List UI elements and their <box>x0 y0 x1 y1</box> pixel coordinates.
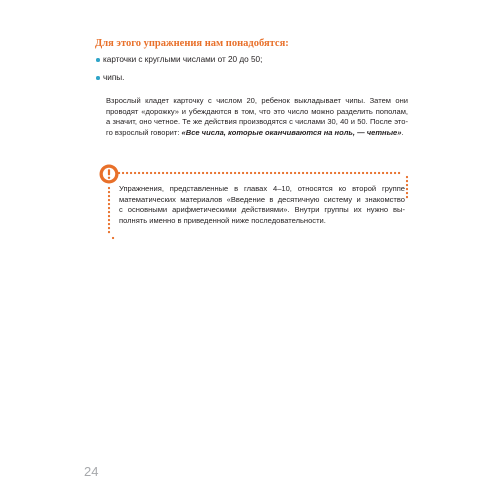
note-line: полнять именно в приведенной ниже последовательности. <box>119 215 326 225</box>
exclamation-icon <box>100 165 119 184</box>
materials-list <box>96 55 262 91</box>
paragraph-line: Взрослый кладет карточку с числом 20, ребенок выкладывает чипы. Затем они <box>106 96 408 105</box>
paragraph-text: го взрослый говорит: <box>106 127 182 137</box>
note-line: с основными арифметическими действиями». Внутри группы их нужно вы- <box>119 205 405 215</box>
note-box <box>97 160 411 240</box>
list-item <box>96 55 262 65</box>
paragraph-line: проводят «дорожку» и убеждаются в том, что это число можно разделить пополам, <box>106 106 408 116</box>
paragraph-line: а значит, оно четное. Те же действия производятся с числами 30, 40 и 50. После это- <box>106 117 408 127</box>
note-text <box>119 184 405 226</box>
bullet-icon <box>96 58 100 62</box>
bullet-icon <box>96 76 100 80</box>
section-heading: Для этого упражнения нам понадобятся: <box>95 38 289 49</box>
list-item <box>96 73 262 83</box>
list-item-text: чипы. <box>103 73 125 82</box>
paragraph-text: . <box>401 127 404 137</box>
note-line: математических материалов «Введение в десятичную систему и знакомство <box>119 194 405 204</box>
paragraph-line <box>106 128 408 139</box>
instruction-paragraph <box>106 96 408 138</box>
note-line: Упражнения, представленные в главах 4–10, относятся ко второй группе <box>119 184 405 193</box>
emphasized-rule: «Все числа, которые оканчиваются на ноль, — четные» <box>181 127 402 137</box>
list-item-text: карточки с круглыми числами от 20 до 50; <box>103 55 263 64</box>
page-number: 24 <box>84 464 99 479</box>
